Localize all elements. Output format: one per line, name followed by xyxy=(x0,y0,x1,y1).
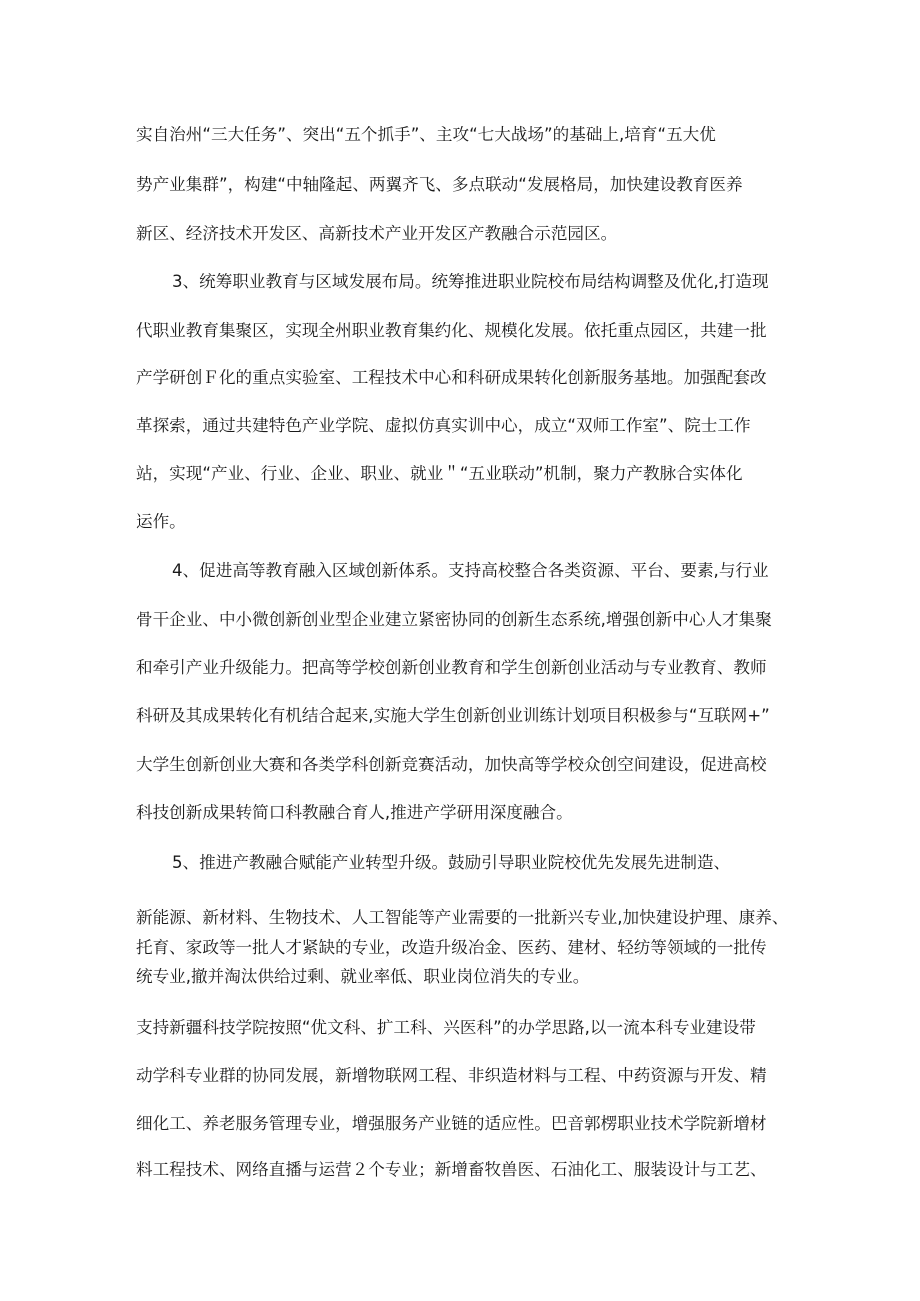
text-line: 革探索，通过共建特色产业学院、虚拟仿真实训中心，成立“双师工作室”、院士工作 xyxy=(136,416,751,435)
paragraph-5-start: 5、推进产教融合赋能产业转型升级。鼓励引导职业院校优先发展先进制造、 xyxy=(172,853,731,872)
text-line: 新区、经济技术开发区、高新技术产业开发区产教融合示范园区。 xyxy=(136,224,618,243)
text-line: 动学科专业群的协同发展，新增物联网工程、非织造材料与工程、中药资源与开发、精 xyxy=(136,1066,767,1085)
paragraph-4-start: 4、促进高等教育融入区域创新体系。支持高校整合各类资源、平台、要素,与行业 xyxy=(172,561,769,580)
text-line: 运作。 xyxy=(136,512,186,531)
text-line: 站，实现“产业、行业、企业、职业、就业＂“五业联动”机制，聚力产教脉合实体化 xyxy=(136,464,743,483)
text-line: 势产业集群”，构建“中轴隆起、两翼齐飞、多点联动“发展格局，加快建设教育医养 xyxy=(136,175,743,194)
text-line: 细化工、养老服务管理专业，增强服务产业链的适应性。巴音郭楞职业技术学院新增材 xyxy=(136,1114,767,1133)
paragraph-3-start: 3、统筹职业教育与区域发展布局。统筹推进职业院校布局结构调整及优化,打造现 xyxy=(172,272,769,291)
text-line: 料工程技术、网络直播与运营２个专业；新增畜牧兽医、石油化工、服装设计与工艺、 xyxy=(136,1160,767,1179)
text-line: 统专业,撤并淘汰供给过剩、就业率低、职业岗位消失的专业。 xyxy=(136,967,590,986)
text-line: 科研及其成果转化有机结合起来,实施大学生创新创业训练计划项目积极参与“互联网+” xyxy=(136,706,770,725)
text-line: 和牵引产业升级能力。把高等学校创新创业教育和学生创新创业活动与专业教育、教师 xyxy=(136,658,767,677)
text-line: 代职业教育集聚区，实现全州职业教育集约化、规模化发展。依托重点园区，共建一批 xyxy=(136,321,767,340)
paragraph-start: 支持新疆科技学院按照“优文科、扩工科、兴医科”的办学思路,以一流本科专业建设带 xyxy=(136,1018,756,1037)
text-line: 产学研创Ｆ化的重点实验室、工程技术中心和科研成果转化创新服务基地。加强配套改 xyxy=(136,368,767,387)
text-line: 新能源、新材料、生物技术、人工智能等产业需要的一批新兴专业,加快建设护理、康养、 xyxy=(136,908,789,927)
text-line: 骨干企业、中小微创新创业型企业建立紧密协同的创新生态系统,增强创新中心人才集聚 xyxy=(136,610,772,629)
text-line: 托育、家政等一批人才紧缺的专业，改造升级冶金、医药、建材、轻纺等领域的一批传 xyxy=(136,938,767,957)
text-line: 科技创新成果转简口科教融合育人,推进产学研用深度融合。 xyxy=(136,803,573,822)
text-line: 大学生创新创业大赛和各类学科创新竞赛活动，加快高等学校众创空间建设，促进高校 xyxy=(136,755,767,774)
text-line: 实自治州“三大任务”、突出“五个抓手”、主攻“七大战场”的基础上,培育“五大优 xyxy=(136,125,716,144)
